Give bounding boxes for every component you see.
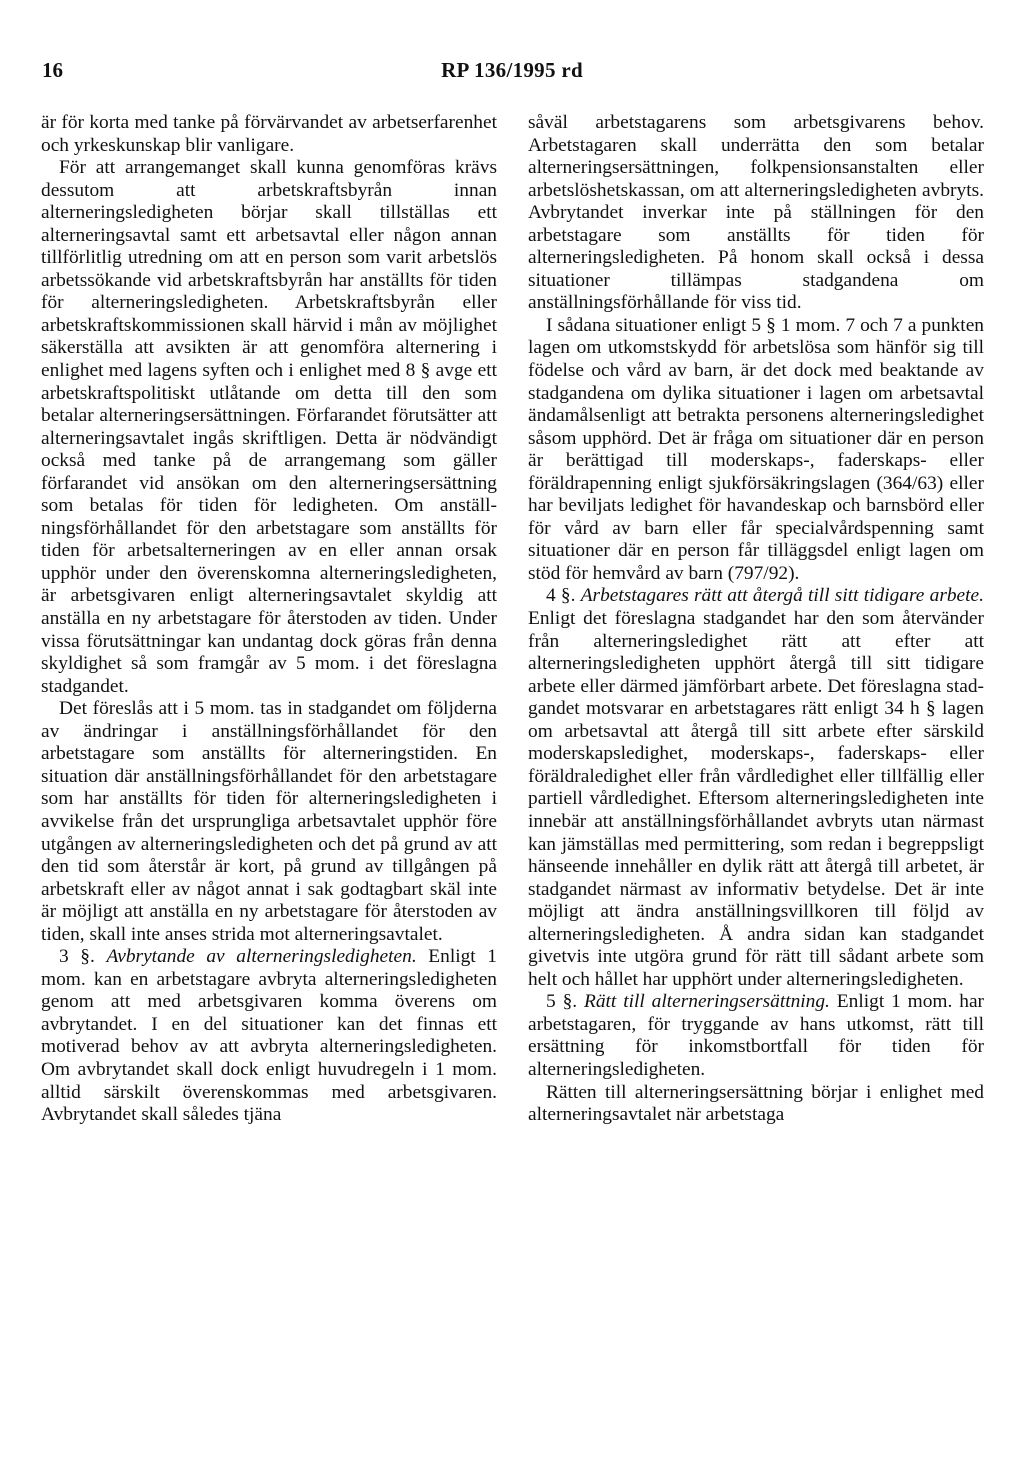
section-number: 4 §.	[546, 585, 581, 607]
page-header	[0, 58, 1024, 88]
section-paragraph	[528, 585, 984, 991]
left-column	[41, 112, 497, 1127]
paragraph: I sådana situationer enligt 5 § 1 mom. 7 och 7 a punkten lagen om utkomstskydd för arbetslösa som hänför sig till födelse och vård av barn, är det dock med beaktande av stadgandena om dylika situationer i lagen om arbetsavtal ändamålsenligt att betrakta personens alterneringsledighet såsom upphörd. Det är fråga om situationer där en person är berättigad till moderskaps-, faderskaps- eller föräldrapenning enligt sjukförsäkringslagen (364/63) eller har beviljats ledighet för havandeskap och barnsbörd eller för vård av barn eller får specialvårdspenning samt situationer där en person får tilläggsdel enligt lagen om stöd för hemvård av barn (797/92).	[528, 314, 984, 584]
section-paragraph	[41, 946, 497, 1126]
section-body: Enligt 1 mom. kan en arbetstagare avbryta alterneringsledigheten genom att med arbetsgivaren komma överens om avbrytandet. I en del situationer kan det finnas ett motiverad behov av att avbryta alterneringsledigheten. Om avbrytandet skall dock enligt huvudregeln i 1 mom. alltid särskilt överenskommas med arbetsgivaren. Avbrytandet skall således tjäna	[41, 946, 497, 1126]
section-body: Enligt det föreslagna stadgandet har den som återvänder från alterneringsledighet rätt att efter att alterneringsledigheten upphört återgå till sitt tidigare arbete eller därmed jämförbart arbete. Det föreslagna stadgandet motsvarar en arbetstagares rätt enligt 34 h § lagen om arbetsavtal att återgå till sitt arbete efter särskild moderskapsledighet, moderskaps-, faderskaps- eller föräldraledighet eller från vårdledighet eller tillfällig eller partiell vårdledighet. Eftersom alterneringsledigheten inte innebär att anställningsförhållandet avbryts utan närmast kan jämställas med permittering, som redan i begreppsligt hänseende innehåller en dylik rätt att återgå till arbetet, är stadgandet närmast av informativ betydelse. Det är inte möjligt att ändra anställningsvillkoren till följd av alterneringsledigheten. Å andra sidan kan stadgandet givetvis inte utgöra grund för rätt till sådant arbete som helt och hållet har upphört under alterneringsledigheten.	[528, 608, 984, 990]
paragraph: Rätten till alterneringsersättning börjar i enlighet med alterneringsavtalet när arbetstaga	[528, 1081, 984, 1126]
paragraph: är för korta med tanke på förvärvandet av arbetserfarenhet och yrkeskunskap blir vanligare.	[41, 112, 497, 156]
section-heading: Avbrytande av alterneringsledigheten.	[106, 946, 417, 968]
section-body: Enligt 1 mom. har arbetstagaren, för tryggande av hans utkomst, rätt till ersättning för inkomstbortfall för tiden för alterneringsledigheten.	[528, 991, 985, 1080]
right-column	[528, 112, 984, 1127]
document-reference: RP 136/1995 rd	[441, 58, 583, 82]
section-number: 3 §.	[59, 946, 107, 968]
section-number: 5 §.	[546, 991, 584, 1013]
page-number: 16	[42, 58, 63, 82]
paragraph: För att arrangemanget skall kunna genomföras krävs dessutom att arbetskraftsbyrån innan alterneringsledigheten börjar skall tillställas ett alterneringsavtal samt ett arbetsavtal eller någon annan tillförlitlig utredning om att en person som varit arbetslös arbetssökande vid arbetskraftsbyrån har anställts för tiden för alterneringsledigheten. Arbetskraftsbyrån eller arbetskraftskommissionen skall härvid i mån av möjlighet säkerställa att avsikten är att genomföra alternering i enlighet med lagens syften och i enlighet med 8 § avge ett arbetskraftspolitiskt utlåtande om detta till den som betalar alterneringsersättningen. Förfarandet förutsätter att alterneringsavtalet ingås skriftligen. Detta är nödvändigt också med tanke på de arrangemang som gäller förfarandet vid ansökan om den alterneringsersättning som betalas för tiden för ledigheten. Om anställningsförhållandet för den arbetstagare som anställts för tiden för arbetsalterneringen av en eller annan orsak upphör under den överenskomna alterneringsledigheten, är arbetsgivaren enligt alterneringsavtalet skyldig att anställa en ny arbetstagare för återstoden av tiden. Under vissa förutsättningar kan undantag dock göras från denna skyldighet så som framgår av 5 mom. i det föreslagna stadgandet.	[41, 157, 497, 697]
section-heading: Rätt till alterneringsersättning.	[584, 991, 830, 1013]
paragraph: Det föreslås att i 5 mom. tas in stadgandet om följderna av ändringar i anställningsförhållandet för den arbetstagare som anställts för alterneringstiden. En situation där anställningsförhållandet för den arbetstagare som har anställts för tiden för alterneringsledigheten i avvikelse från det ursprungliga arbetsavtalet upphör före utgången av alterneringsledigheten och det på grund av att den tid som återstår är kort, på grund av tillgången på arbetskraft eller av något annat i sak godtagbart skäl inte är möjligt att anställa en ny arbetstagare för återstoden av tiden, skall inte anses strida mot alterneringsavtalet.	[41, 698, 497, 945]
paragraph: såväl arbetstagarens som arbetsgivarens behov. Arbetstagaren skall underrätta den som betalar alterneringsersättningen, folkpensionsanstalten eller arbetslöshetskassan, om att alterneringsledigheten avbryts. Avbrytandet inverkar inte på ställningen för den arbetstagare som anställts för tiden för alterneringsledigheten. På honom skall också i dessa situationer tillämpas stadgandena om anställningsförhållande för viss tid.	[528, 112, 984, 314]
section-paragraph	[528, 991, 984, 1081]
section-heading: Arbetstagares rätt att återgå till sitt tidigare arbete.	[580, 585, 985, 607]
